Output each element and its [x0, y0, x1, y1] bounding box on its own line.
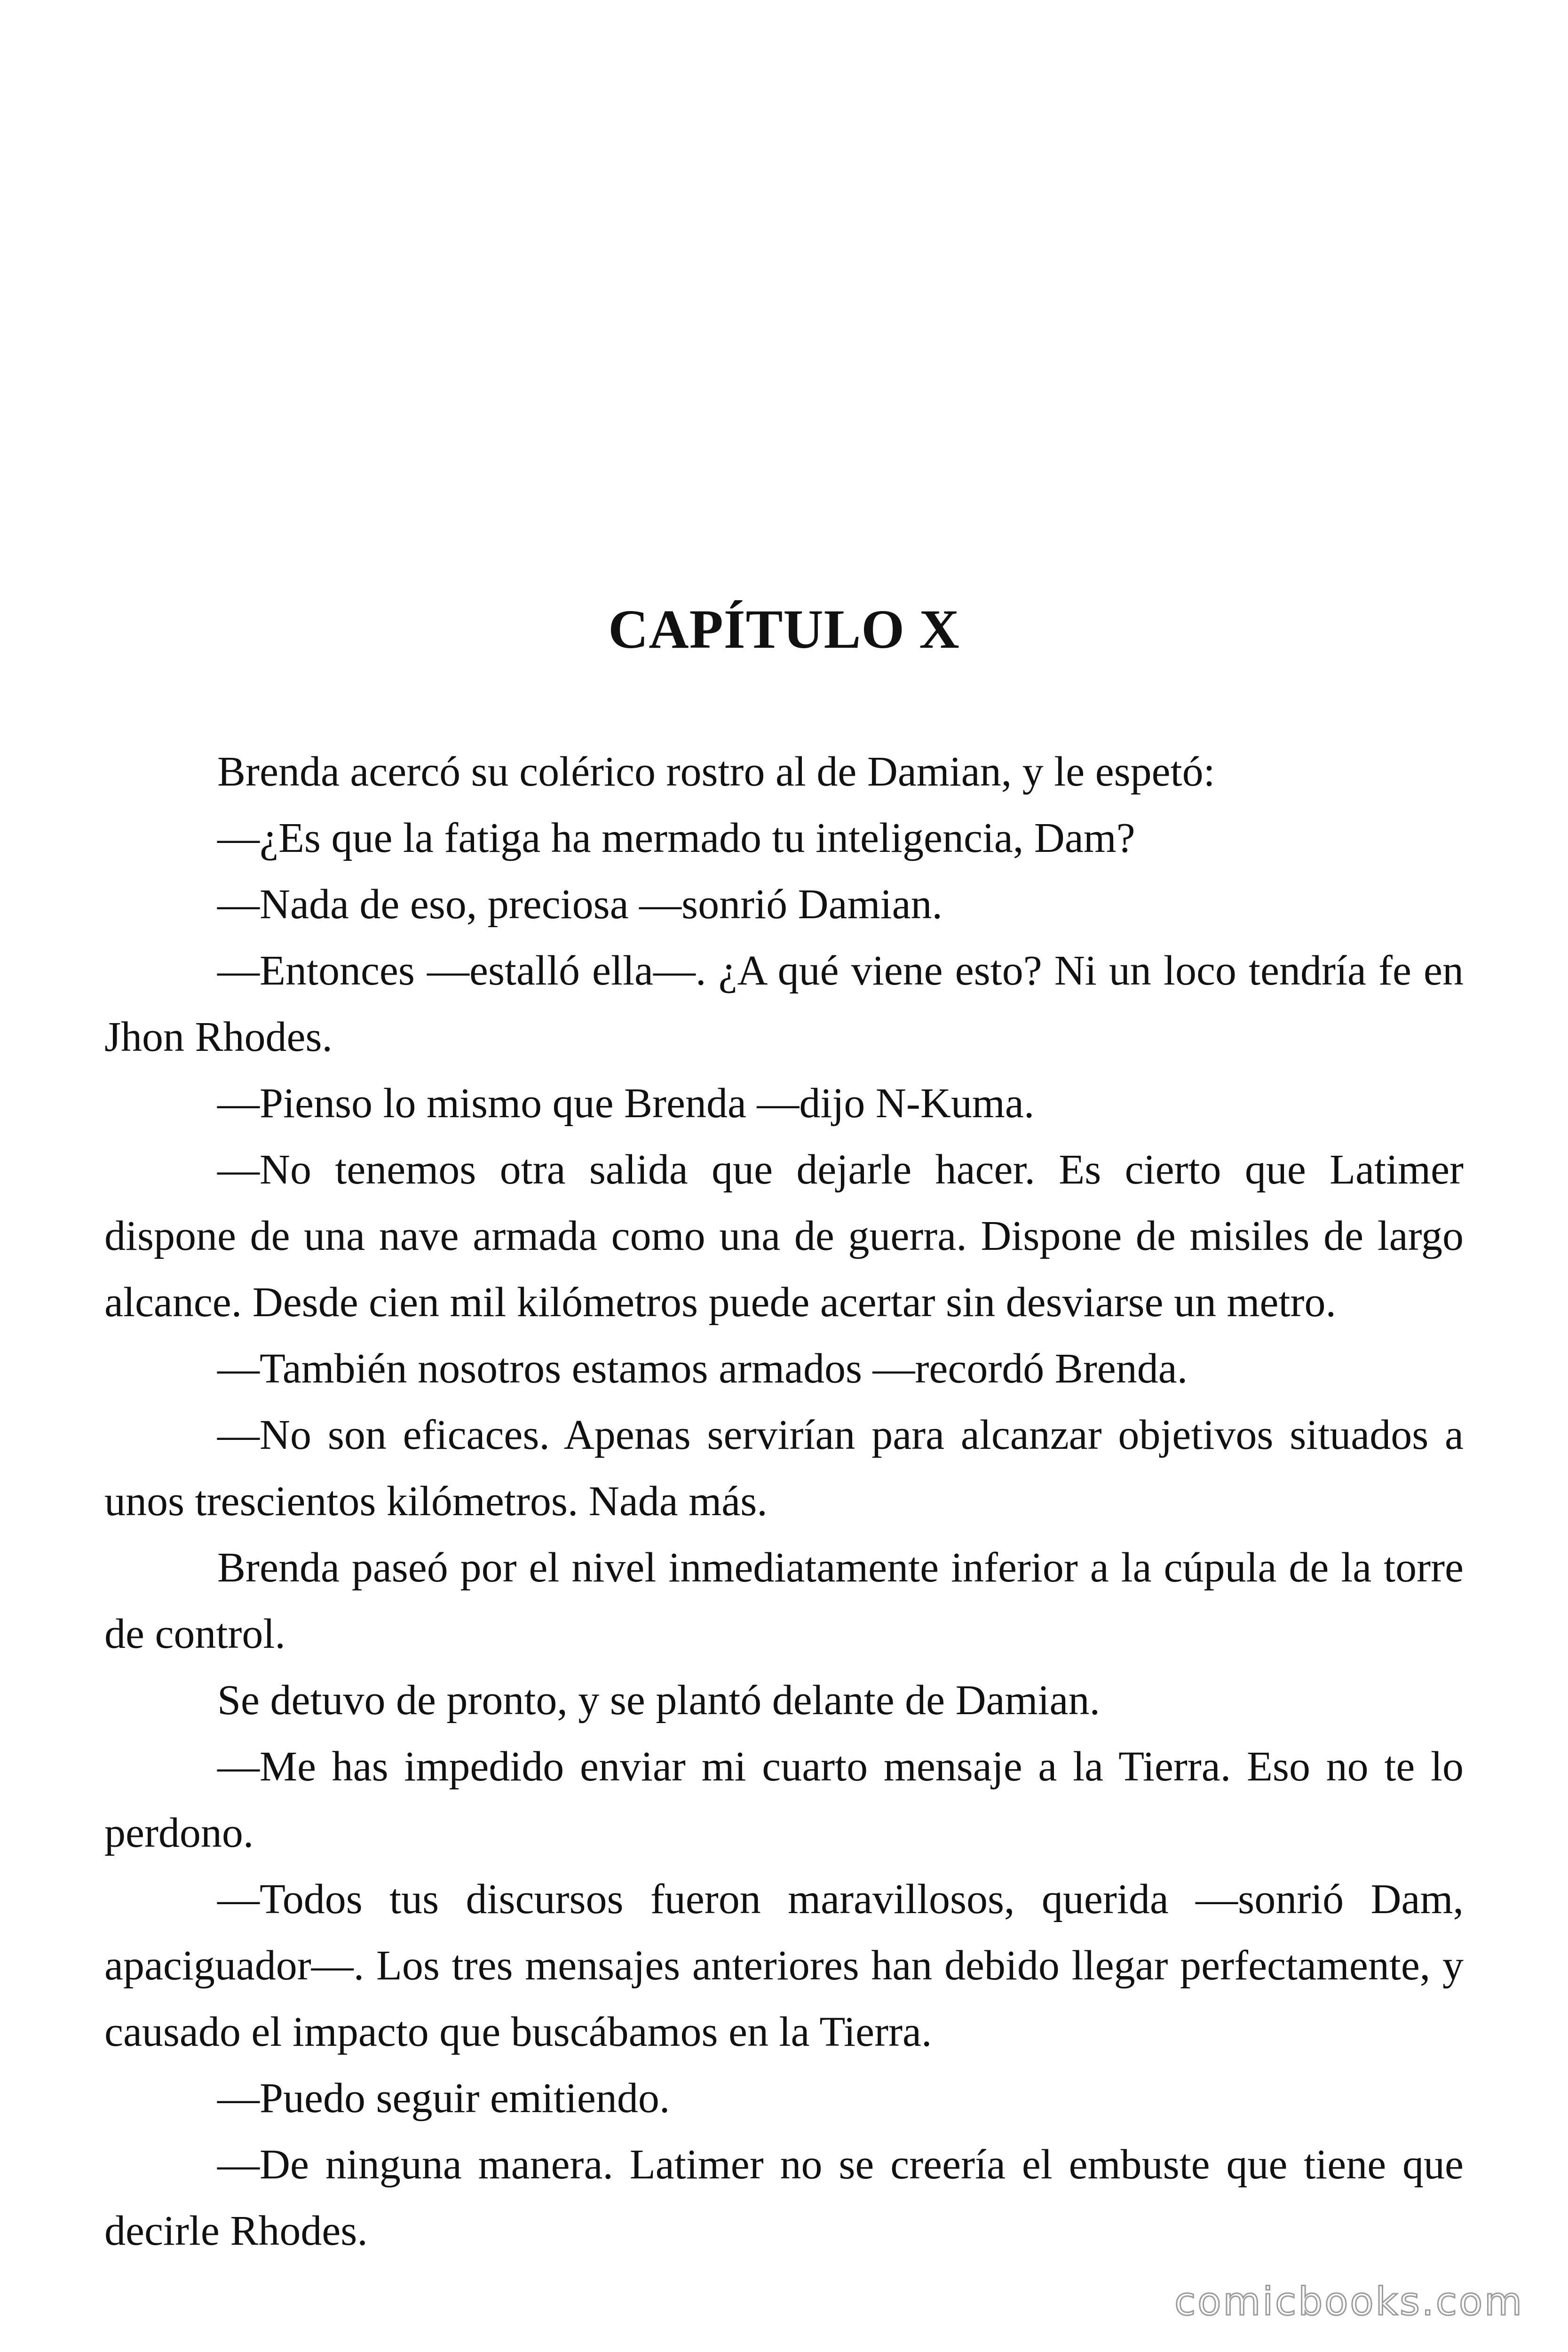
paragraph: —Pienso lo mismo que Brenda —dijo N-Kuma.: [217, 1080, 1035, 1127]
paragraph: —Me has impedido enviar mi cuarto mensaje a la Tierra. Eso no te lo perdono.: [104, 1743, 1464, 1856]
paragraph: —Nada de eso, preciosa —sonrió Damian.: [217, 881, 943, 928]
paragraph: Se detuvo de pronto, y se plantó delante de Damian.: [217, 1677, 1100, 1724]
paragraph: —No son eficaces. Apenas servirían para alcanzar objetivos situados a unos trescientos kilómetros. Nada más.: [104, 1412, 1464, 1525]
paragraph: Brenda acercó su colérico rostro al de Damian, y le espetó:: [217, 748, 1215, 795]
watermark-logo: comicbooks.com: [1174, 2280, 1524, 2324]
paragraph: —De ninguna manera. Latimer no se creería el embuste que tiene que decirle Rhodes.: [104, 2141, 1464, 2254]
paragraph: —También nosotros estamos armados —recordó Brenda.: [217, 1345, 1188, 1392]
paragraph: —Todos tus discursos fueron maravillosos, querida —sonrió Dam, apaciguador—. Los tres mensajes anteriores han debido llegar perfectamente, y causado el impacto que buscábamos en la Tierra.: [104, 1876, 1464, 2055]
chapter-title: CAPÍTULO X: [608, 598, 960, 660]
paragraph: Brenda paseó por el nivel inmediatamente inferior a la cúpula de la torre de control.: [104, 1544, 1464, 1657]
paragraph: —Entonces —estalló ella—. ¿A qué viene esto? Ni un loco tendría fe en Jhon Rhodes.: [104, 947, 1464, 1060]
chapter-body: [104, 739, 1464, 2264]
paragraph: —Puedo seguir emitiendo.: [217, 2075, 670, 2122]
paragraph: —¿Es que la fatiga ha mermado tu inteligencia, Dam?: [217, 815, 1135, 861]
paragraph: —No tenemos otra salida que dejarle hacer. Es cierto que Latimer dispone de una nave armada como una de guerra. Dispone de misiles de largo alcance. Desde cien mil kilómetros puede acertar sin desviarse un metro.: [104, 1146, 1464, 1326]
